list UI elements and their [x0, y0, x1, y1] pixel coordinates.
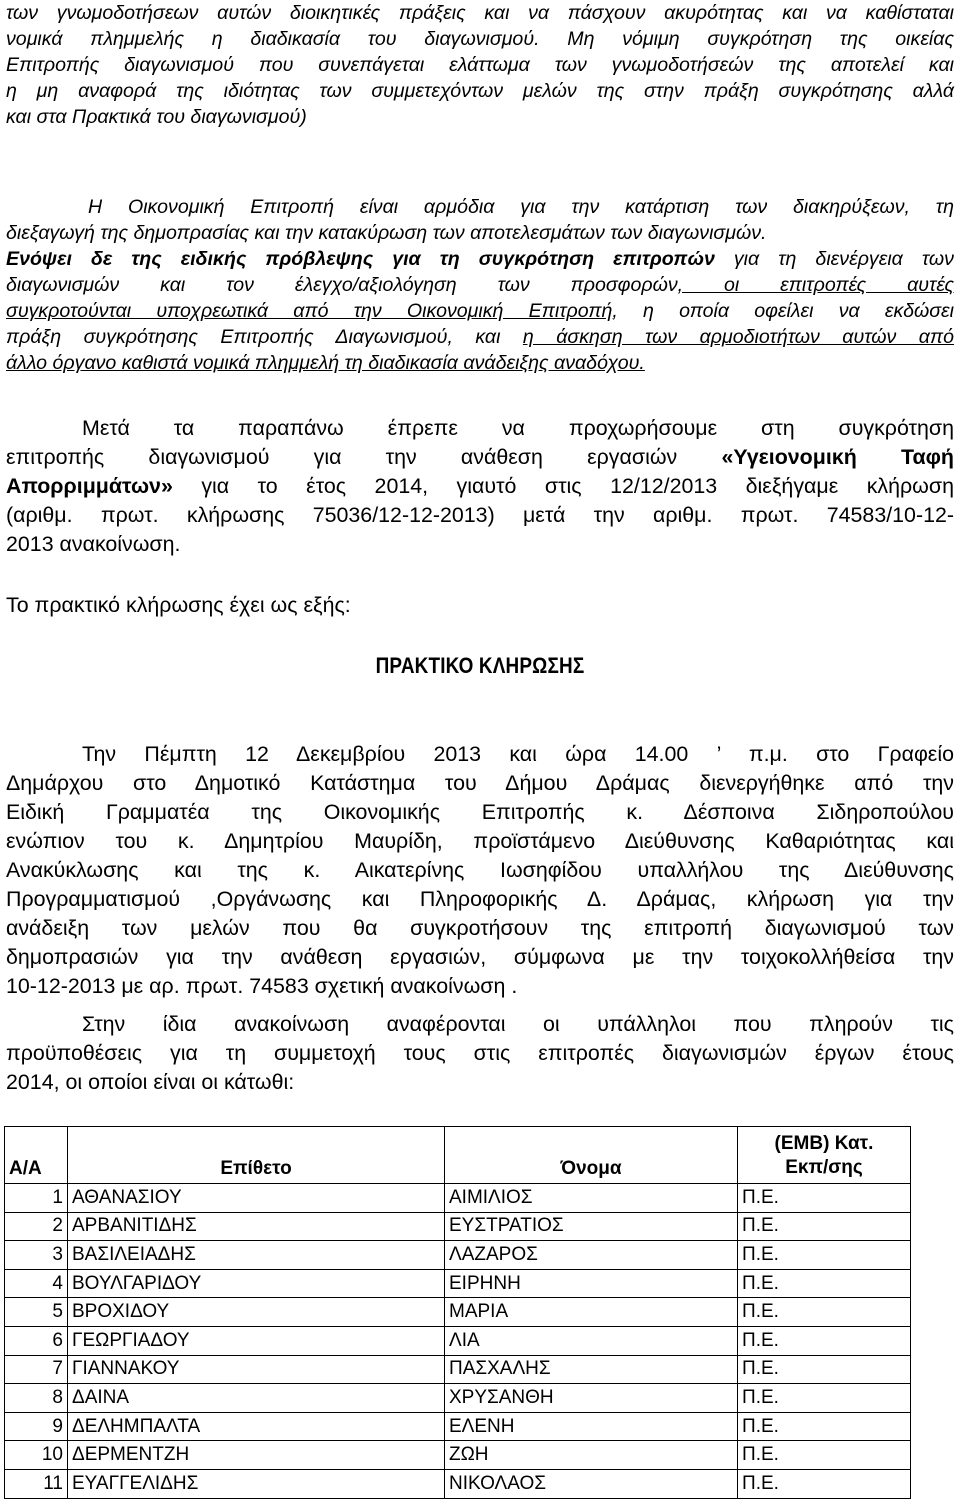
text-line: Στην ίδια ανακοίνωση αναφέρονται οι υπάλληλοι που πληρούν τις — [82, 1012, 954, 1036]
text-line: ενώπιον του κ. Δημητρίου Μαυρίδη, προϊστάμενο Διεύθυνσης Καθαριότητας και — [6, 829, 954, 853]
table-row — [5, 1269, 911, 1298]
text-line: Ανακύκλωσης και της κ. Αικατερίνης Ιωσηφίδου υπαλλήλου της Διεύθυνσης — [6, 858, 954, 882]
bold-phrase: Ενόψει δε της ειδικής πρόβλεψης για τη συγκρότηση επιτροπών — [6, 248, 715, 270]
text-line: Την Πέμπτη 12 Δεκεμβρίου 2013 και ώρα 14.00 ’ π.μ. στο Γραφείο — [82, 742, 954, 766]
cell-name: ΝΙΚΟΛΑΟΣ — [445, 1469, 738, 1498]
cell-surname: ΑΡΒΑΝΙΤΙΔΗΣ — [68, 1212, 445, 1241]
cell-name: ΖΩΗ — [445, 1441, 738, 1470]
cell-surname: ΔΑΙΝΑ — [68, 1384, 445, 1413]
underlined-phrase: η άσκηση των αρμοδιοτήτων αυτών από — [522, 326, 954, 348]
text-fragment: επιτροπής διαγωνισμού για την ανάθεση εργασιών — [6, 445, 722, 469]
table-row — [5, 1412, 911, 1441]
column-header-index: Α/Α — [5, 1127, 68, 1184]
text-line: Το πρακτικό κλήρωσης έχει ως εξής: — [6, 593, 351, 617]
table-row — [5, 1241, 911, 1270]
text-line — [6, 246, 954, 272]
text-line — [6, 324, 954, 350]
text-line: διεξαγωγή της δημοπρασίας και την κατακύρωση των αποτελεσμάτων των διαγωνισμών. — [6, 222, 767, 244]
text-line: και στα Πρακτικά του διαγωνισμού) — [6, 106, 307, 128]
employees-paragraph — [6, 1010, 954, 1097]
intro-paragraph — [6, 0, 954, 130]
cell-name: ΧΡΥΣΑΝΘΗ — [445, 1384, 738, 1413]
cell-index: 4 — [5, 1269, 68, 1298]
cell-category: Π.Ε. — [738, 1269, 911, 1298]
cell-surname: ΒΑΣΙΛΕΙΑΔΗΣ — [68, 1241, 445, 1270]
cell-index: 5 — [5, 1298, 68, 1327]
text-line: ανάδειξη των μελών που θα συγκροτήσουν της επιτροπή διαγωνισμού των — [6, 916, 954, 940]
table-row — [5, 1441, 911, 1470]
column-header-category — [738, 1127, 911, 1184]
cell-surname: ΓΙΑΝΝΑΚΟΥ — [68, 1355, 445, 1384]
text-line — [6, 298, 954, 324]
text-line: (αριθμ. πρωτ. κλήρωσης 75036/12-12-2013) μετά την αριθμ. πρωτ. 74583/10-12- — [6, 503, 954, 527]
text-fragment: διαγωνισμών και τον έλεγχο/αξιολόγηση των προσφορών — [6, 274, 678, 296]
minutes-heading: ΠΡΑΚΤΙΚΟ ΚΛΗΡΩΣΗΣ — [375, 653, 585, 678]
bold-phrase: «Υγειονομική Ταφή — [721, 445, 954, 469]
cell-index: 10 — [5, 1441, 68, 1470]
cell-category: Π.Ε. — [738, 1412, 911, 1441]
underlined-phrase: , οι επιτροπές αυτές — [677, 274, 954, 296]
cell-index: 1 — [5, 1184, 68, 1213]
text-fragment: για τη διενέργεια των — [714, 248, 954, 270]
cell-name: ΜΑΡΙΑ — [445, 1298, 738, 1327]
cell-surname: ΕΥΑΓΓΕΛΙΔΗΣ — [68, 1469, 445, 1498]
employees-table — [4, 1126, 911, 1499]
text-line: Δημάρχου στο Δημοτικό Κατάστημα του Δήμου Δράμας διενεργήθηκε από την — [6, 771, 954, 795]
draw-minutes-paragraph — [6, 740, 954, 1001]
cell-category: Π.Ε. — [738, 1355, 911, 1384]
table-row — [5, 1326, 911, 1355]
cell-surname: ΒΡΟΧΙΔΟΥ — [68, 1298, 445, 1327]
text-line: Η Οικονομική Επιτροπή είναι αρμόδια για την κατάρτιση των διακηρύξεων, τη — [88, 196, 954, 218]
text-fragment: πράξη συγκρότησης Επιτροπής Διαγωνισμού, και — [6, 326, 523, 348]
cell-category: Π.Ε. — [738, 1241, 911, 1270]
text-fragment: για το έτος 2014, γιαυτό στις 12/12/2013 διεξήγαμε κλήρωση — [172, 474, 954, 498]
cell-surname: ΓΕΩΡΓΙΑΔΟΥ — [68, 1326, 445, 1355]
text-line: δημοπρασιών για την ανάθεση εργασιών, σύμφωνα με την τοιχοκολλήθείσα την — [6, 945, 954, 969]
cell-name: ΛΙΑ — [445, 1326, 738, 1355]
text-line: 2013 ανακοίνωση. — [6, 532, 181, 556]
text-line: προϋποθέσεις για τη συμμετοχή τους στις επιτροπές διαγωνισμών έργων έτους — [6, 1041, 954, 1065]
column-header-name: Όνομα — [445, 1127, 738, 1184]
underlined-phrase: άλλο όργανο καθιστά νομικά πλημμελή τη διαδικασία ανάδειξης αναδόχου. — [6, 352, 645, 374]
text-line: νομικά πλημμελής η διαδικασία του διαγωνισμού. Μη νόμιμη συγκρότηση της οικείας — [6, 28, 954, 50]
cell-category: Π.Ε. — [738, 1212, 911, 1241]
bold-phrase: Απορριμμάτων» — [6, 474, 173, 498]
text-line — [6, 350, 954, 376]
column-header-surname: Επίθετο — [68, 1127, 445, 1184]
text-line: Επιτροπής διαγωνισμού που συνεπάγεται ελάττωμα των γνωμοδοτήσεών της αποτελεί και — [6, 54, 954, 76]
table-row — [5, 1355, 911, 1384]
cell-index: 6 — [5, 1326, 68, 1355]
cell-category: Π.Ε. — [738, 1469, 911, 1498]
cell-surname: ΔΕΡΜΕΝΤΖΗ — [68, 1441, 445, 1470]
cell-category: Π.Ε. — [738, 1384, 911, 1413]
cell-category: Π.Ε. — [738, 1441, 911, 1470]
text-line: Ειδική Γραμματέα της Οικονομικής Επιτροπής κ. Δέσποινα Σιδηροπούλου — [6, 800, 954, 824]
header-line: Εκπ/σης — [785, 1157, 863, 1178]
cell-surname: ΑΘΑΝΑΣΙΟΥ — [68, 1184, 445, 1213]
table-row — [5, 1212, 911, 1241]
underlined-phrase: συγκροτούνται υποχρεωτικά από την Οικονομική Επιτροπή — [6, 300, 613, 322]
cell-name: ΕΙΡΗΝΗ — [445, 1269, 738, 1298]
header-line: (ΕΜΒ) Κατ. — [774, 1133, 874, 1154]
cell-index: 7 — [5, 1355, 68, 1384]
table-row — [5, 1469, 911, 1498]
cell-index: 3 — [5, 1241, 68, 1270]
table-row — [5, 1298, 911, 1327]
procedure-paragraph — [6, 414, 954, 559]
table-row — [5, 1384, 911, 1413]
text-line: των γνωμοδοτήσεων αυτών διοικητικές πράξεις και να πάσχουν ακυρότητας και να καθίσταται — [6, 2, 954, 24]
cell-name: ΕΥΣΤΡΑΤΙΟΣ — [445, 1212, 738, 1241]
cell-name: ΕΛΕΝΗ — [445, 1412, 738, 1441]
text-line: η μη αναφορά της ιδιότητας των συμμετεχόντων μελών της στην πράξη συγκρότησης αλλά — [6, 80, 954, 102]
text-line: Μετά τα παραπάνω έπρεπε να προχωρήσουμε στη συγκρότηση — [82, 416, 954, 440]
cell-category: Π.Ε. — [738, 1298, 911, 1327]
text-fragment: , η οποία οφείλει να εκδώσει — [612, 300, 954, 322]
cell-index: 11 — [5, 1469, 68, 1498]
minutes-intro — [6, 591, 954, 620]
table-header-row — [5, 1127, 911, 1184]
text-line: Προγραμματισμού ,Οργάνωσης και Πληροφορικής Δ. Δράμας, κλήρωση για την — [6, 887, 954, 911]
cell-name: ΛΑΖΑΡΟΣ — [445, 1241, 738, 1270]
text-line — [6, 443, 954, 472]
cell-category: Π.Ε. — [738, 1184, 911, 1213]
cell-name: ΑΙΜΙΛΙΟΣ — [445, 1184, 738, 1213]
text-line — [6, 272, 954, 298]
table-row — [5, 1184, 911, 1213]
text-line — [6, 472, 954, 501]
text-line: 2014, οι οποίοι είναι οι κάτωθι: — [6, 1070, 295, 1094]
cell-surname: ΔΕΛΗΜΠΑΛΤΑ — [68, 1412, 445, 1441]
cell-index: 2 — [5, 1212, 68, 1241]
cell-name: ΠΑΣΧΑΛΗΣ — [445, 1355, 738, 1384]
text-line: 10-12-2013 με αρ. πρωτ. 74583 σχετική ανακοίνωση . — [6, 974, 518, 998]
cell-index: 9 — [5, 1412, 68, 1441]
cell-surname: ΒΟΥΛΓΑΡΙΔΟΥ — [68, 1269, 445, 1298]
committee-paragraph — [6, 194, 954, 376]
cell-index: 8 — [5, 1384, 68, 1413]
cell-category: Π.Ε. — [738, 1326, 911, 1355]
